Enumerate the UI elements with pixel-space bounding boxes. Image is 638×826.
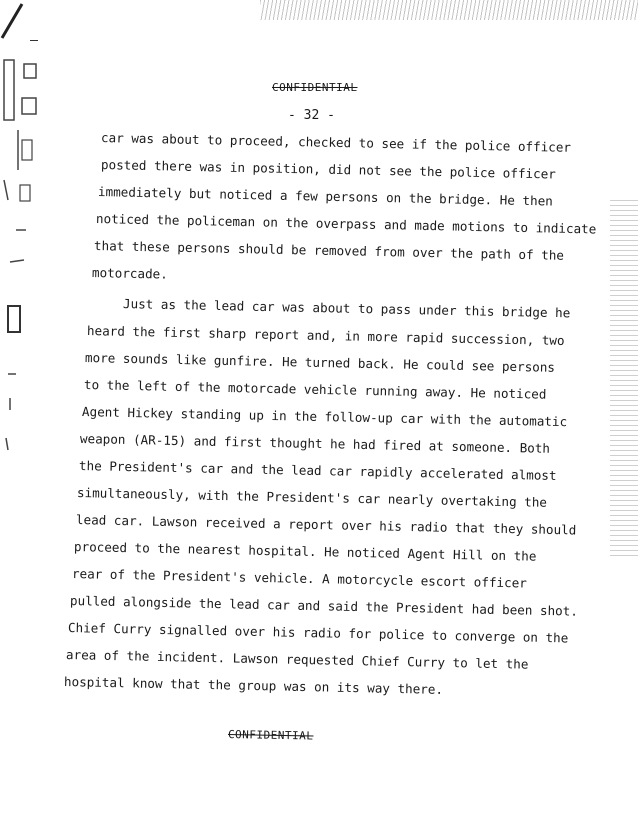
text-line: proceed to the nearest hospital. He noticed Agent Hill on the: [73, 539, 537, 564]
text-line: motorcade.: [91, 265, 168, 282]
header-classification: CONFIDENTIAL: [272, 81, 358, 94]
text-line: hospital know that the group was on its way there.: [63, 674, 444, 697]
text-line: pulled alongside the lead car and said the President had been shot.: [69, 593, 579, 619]
text-line: car was about to proceed, checked to see if the police officer: [100, 130, 572, 155]
text-line: rear of the President's vehicle. A motorcycle escort officer: [71, 566, 527, 591]
footer-classification: CONFIDENTIAL: [227, 728, 314, 743]
text-line: the President's car and the lead car rapidly accelerated almost: [78, 458, 557, 484]
text-line: area of the incident. Lawson requested Chief Curry to let the: [65, 647, 529, 672]
text-line: that these persons should be removed from over the path of the: [93, 238, 565, 263]
text-line: posted there was in position, did not see the police officer: [100, 157, 556, 182]
text-line: heard the first sharp report and, in more rapid succession, two: [86, 323, 565, 349]
text-line: simultaneously, with the President's car nearly overtaking the: [76, 485, 548, 510]
text-line: lead car. Lawson received a report over his radio that they should: [75, 512, 577, 538]
text-line: weapon (AR-15) and first thought he had fired at someone. Both: [79, 431, 551, 456]
text-line: more sounds like gunfire. He turned back. He could see persons: [84, 350, 556, 375]
text-line: immediately but noticed a few persons on the bridge. He then: [97, 184, 553, 209]
text-line: noticed the policeman on the overpass and made motions to indicate: [95, 211, 597, 237]
text-line: Agent Hickey standing up in the follow-up car with the automatic: [81, 404, 568, 430]
text-line: to the left of the motorcade vehicle running away. He noticed: [83, 377, 547, 402]
text-line: Chief Curry signalled over his radio for police to converge on the: [67, 620, 569, 646]
text-line: Just as the lead car was about to pass under this bridge he: [122, 296, 571, 321]
page-number: - 32 -: [288, 108, 335, 123]
